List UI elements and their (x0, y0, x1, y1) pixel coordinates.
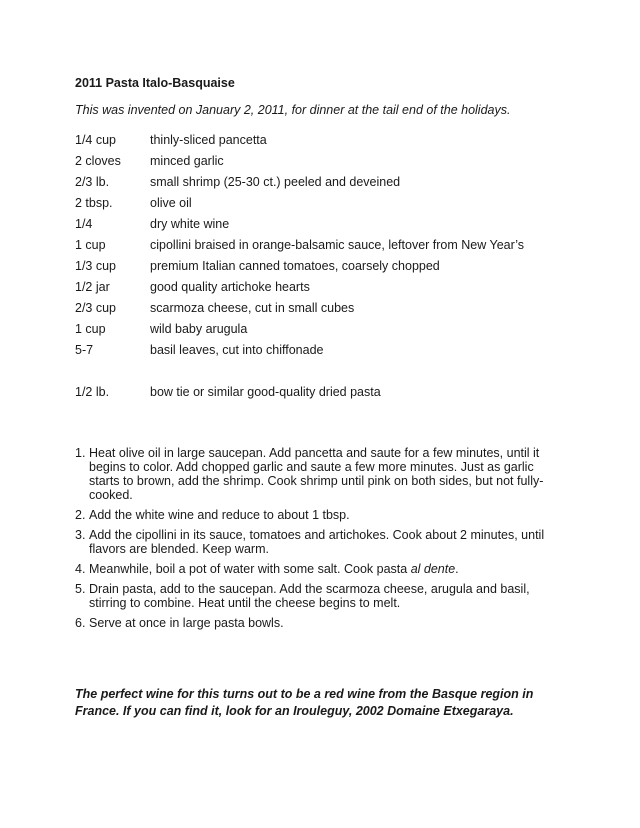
instruction-step (75, 582, 563, 610)
step-number: 1. (75, 446, 86, 460)
step-number: 3. (75, 528, 86, 542)
step-text-before: Meanwhile, boil a pot of water with some salt. Cook pasta (89, 562, 411, 576)
ingredient-description: minced garlic (150, 154, 224, 168)
ingredient-quantity: 2/3 lb. (75, 175, 110, 189)
step-number: 4. (75, 562, 86, 576)
step-text (89, 562, 459, 576)
instruction-list (75, 446, 563, 636)
instruction-step (75, 616, 563, 630)
step-number: 5. (75, 582, 86, 596)
recipe-intro: This was invented on January 2, 2011, for dinner at the tail end of the holidays. (75, 103, 511, 117)
ingredient-description: small shrimp (25-30 ct.) peeled and deveined (150, 175, 401, 189)
ingredient-quantity: 1 cup (75, 322, 106, 336)
ingredient-description: premium Italian canned tomatoes, coarsely chopped (150, 259, 440, 273)
ingredient-description: cipollini braised in orange-balsamic sauce, leftover from New Year’s (150, 238, 525, 252)
step-text: Add the cipollini in its sauce, tomatoes and artichokes. Cook about 2 minutes, until flavors are blended. Keep warm. (89, 528, 545, 556)
ingredient-quantity: 1/4 cup (75, 133, 117, 147)
step-number: 2. (75, 508, 86, 522)
ingredient-description: bow tie or similar good-quality dried pasta (150, 385, 381, 399)
ingredient-quantity: 1/4 (75, 217, 93, 231)
instruction-step (75, 562, 563, 576)
ingredient-quantity: 5-7 (75, 343, 94, 357)
step-text: Add the white wine and reduce to about 1 tbsp. (89, 508, 350, 522)
step-text-emphasis: al dente (410, 562, 456, 576)
ingredient-quantity: 1/3 cup (75, 259, 117, 273)
ingredient-quantity: 2 tbsp. (75, 196, 113, 210)
ingredient-quantity: 1/2 jar (75, 280, 110, 294)
step-text: Serve at once in large pasta bowls. (89, 616, 284, 630)
ingredient-quantity: 1 cup (75, 238, 106, 252)
instruction-step (75, 508, 563, 522)
step-number: 6. (75, 616, 86, 630)
ingredient-quantity: 2 cloves (75, 154, 121, 168)
ingredient-description: basil leaves, cut into chiffonade (150, 343, 324, 357)
ingredient-quantity: 1/2 lb. (75, 385, 110, 399)
ingredient-description: olive oil (150, 196, 192, 210)
ingredient-description: good quality artichoke hearts (150, 280, 310, 294)
instruction-step (75, 446, 563, 502)
instruction-step (75, 528, 563, 556)
ingredient-description: thinly-sliced pancetta (150, 133, 267, 147)
wine-pairing-note: The perfect wine for this turns out to be a red wine from the Basque region in France. If you can find it, look for an Irouleguy, 2002 Domaine Etxegaraya. (75, 687, 534, 718)
ingredient-quantity: 2/3 cup (75, 301, 117, 315)
ingredient-description: scarmoza cheese, cut in small cubes (150, 301, 355, 315)
step-text: Drain pasta, add to the saucepan. Add the scarmoza cheese, arugula and basil, stirring to combine. Heat until the cheese begins to melt. (89, 582, 530, 610)
step-text-after: . (455, 562, 459, 576)
ingredient-description: wild baby arugula (150, 322, 248, 336)
ingredient-description: dry white wine (150, 217, 230, 231)
step-text: Heat olive oil in large saucepan. Add pancetta and saute for a few minutes, until it begins to color. Add chopped garlic and saute a few more minutes. Just as garlic starts to brown, add the shrimp. Cook shrimp until pink on both sides, but not fully-cooked. (89, 446, 544, 502)
recipe-title: 2011 Pasta Italo-Basquaise (75, 76, 235, 90)
